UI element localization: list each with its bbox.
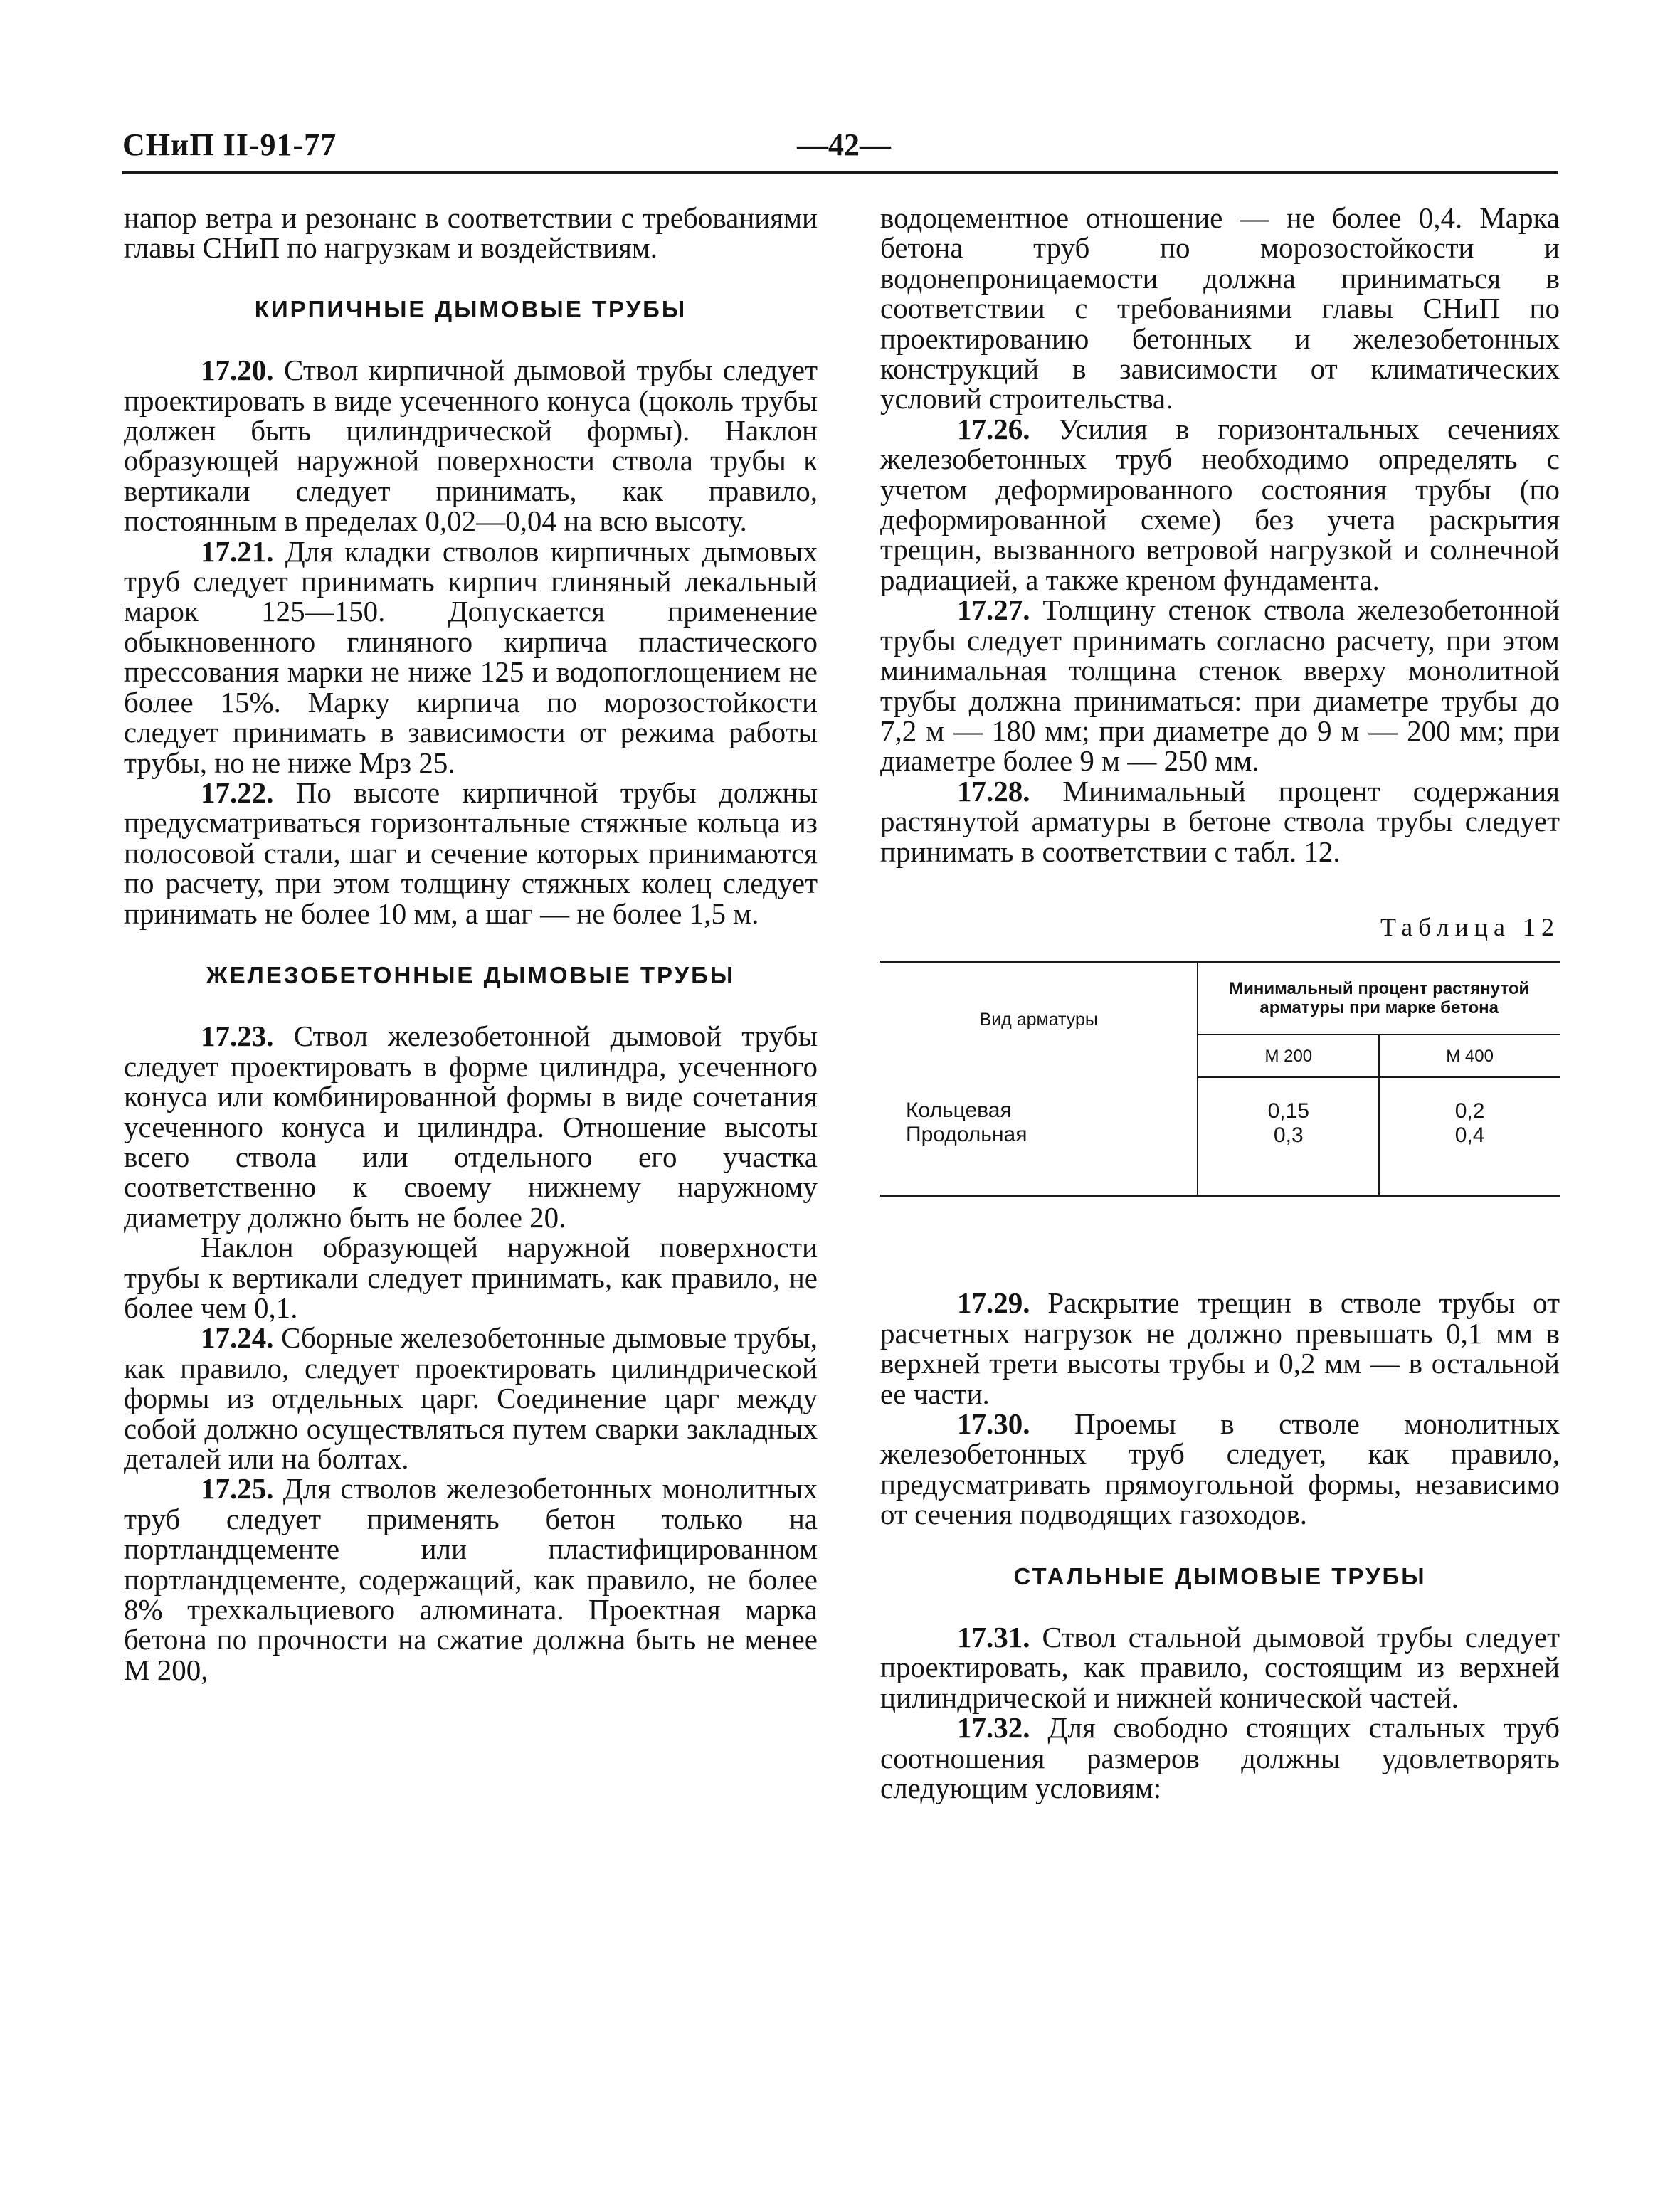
clause-text: Усилия в горизонтальных сечениях железобетонных труб необходимо определять с учетом деформированного состояния трубы (по деформированной схеме) без учета раскрытия трещин, вызванного ветровой нагрузкой и солнечной радиацией, а также креном фундамента. (880, 412, 1560, 596)
paragraph-continued: напор ветра и резонанс в соответствии с требованиями главы СНиП по нагрузкам и воздействиям. (124, 201, 818, 265)
clause-17-23 (124, 1021, 818, 1232)
paragraph-continued: водоцементное отношение — не более 0,4. Марка бетона труб по морозостойкости и водонепроницаемости должна приниматься в соответствии с требованиями главы СНиП по проектированию бетонных и железобетонных конструкций в зависимости от климатических условий строительства. (880, 201, 1560, 416)
right-column (880, 203, 1560, 1803)
table-header-min-percent: Минимальный процент растянутой арматуры при марке бетона (1198, 962, 1560, 1035)
clause-number: 17.24. (201, 1321, 274, 1355)
table-cell-m200 (1198, 1077, 1379, 1196)
clause-17-23-continued: Наклон образующей наружной поверхности трубы к вертикали следует принимать, как правило, не более чем 0,1. (124, 1231, 818, 1324)
clause-text: По высоте кирпичной трубы должны предусматриваться горизонтальные стяжные кольца из полосовой стали, шаг и сечение которых принимаются по расчету, при этом толщину стяжных колец следует принимать не более 10 мм, а шаг — не более 1,5 м. (124, 776, 818, 930)
table-caption: Таблица 12 (1380, 912, 1560, 941)
clause-number: 17.28. (957, 774, 1030, 808)
clause-number: 17.31. (957, 1621, 1030, 1654)
clause-text: Толщину стенок ствола железобетонной трубы следует принимать согласно расчету, при этом минимальная толщина стенок вверху монолитной трубы должна приниматься: при диаметре трубы до 7,2 м — 180 мм; при диаметре до 9 м — 200 мм; при диаметре более 9 м — 250 мм. (880, 593, 1560, 778)
clause-text: Для кладки стволов кирпичных дымовых труб следует принимать кирпич глиняный лекальный марок 125—150. Допускается применение обыкновенного глиняного кирпича пластического прессования марки не ниже 125 и водопоглощением не более 15%. Марку кирпича по морозостойкости следует принимать в зависимости от режима работы трубы, но не ниже Мрз 25. (124, 534, 818, 779)
table-header-m400: М 400 (1379, 1035, 1560, 1077)
clause-17-31 (880, 1622, 1560, 1713)
table-cell-m400 (1379, 1077, 1560, 1196)
table-header-m200: М 200 (1198, 1035, 1379, 1077)
section-heading-brick: КИРПИЧНЫЕ ДЫМОВЫЕ ТРУБЫ (254, 295, 687, 322)
clause-17-25 (124, 1474, 818, 1685)
table-row-ring: Кольцевая (906, 1099, 1012, 1123)
clause-text: Минимальный процент содержания растянутой арматуры в бетоне ствола трубы следует принимать в соответствии с табл. 12. (880, 774, 1560, 868)
clause-text: Раскрытие трещин в стволе трубы от расчетных нагрузок не должно превышать 0,1 мм в верхней трети высоты трубы и 0,2 мм — в остальной ее части. (880, 1286, 1560, 1410)
page-number: —42— (797, 127, 891, 162)
reinforcement-table (880, 961, 1560, 1197)
table-row-longitudinal: Продольная (906, 1123, 1027, 1147)
clause-17-32 (880, 1713, 1560, 1803)
clause-number: 17.20. (201, 354, 274, 387)
clause-text: Ствол стальной дымовой трубы следует проектировать, как правило, состоящим из верхней цилиндрической и нижней конической частей. (880, 1621, 1560, 1714)
section-heading-reinforced-concrete: ЖЕЛЕЗОБЕТОННЫЕ ДЫМОВЫЕ ТРУБЫ (206, 961, 736, 988)
clause-text: Ствол кирпичной дымовой трубы следует проектировать в виде усеченного конуса (цоколь трубы должен быть цилиндрической формы). Наклон образующей наружной поверхности ствола трубы к вертикали следует принимать, как правило, постоянным в пределах 0,02—0,04 на всю высоту. (124, 354, 818, 538)
clause-text: Проемы в стволе монолитных железобетонных труб следует, как правило, предусматривать прямоугольной формы, независимо от сечения подводящих газоходов. (880, 1407, 1560, 1531)
clause-number: 17.23. (201, 1020, 274, 1053)
clause-number: 17.25. (201, 1472, 274, 1506)
clause-number: 17.32. (957, 1711, 1030, 1745)
clause-17-20 (124, 355, 818, 536)
table-header-kind: Вид арматуры (880, 962, 1198, 1078)
table-value: 0,4 (1454, 1123, 1485, 1148)
clause-17-27 (880, 595, 1560, 776)
clause-text: Ствол железобетонной дымовой трубы следует проектировать в форме цилиндра, усеченного конуса или комбинированной формы в виде сочетания усеченного конуса и цилиндра. Отношение высоты всего ствола или отдельного его участка соответственно к своему нижнему наружному диаметру должно быть не более 20. (124, 1020, 818, 1234)
clause-17-21 (124, 536, 818, 778)
table-value: 0,15 (1267, 1099, 1309, 1123)
document-code: СНиП II-91-77 (122, 127, 337, 162)
clause-number: 17.27. (957, 593, 1030, 627)
clause-17-28 (880, 776, 1560, 867)
clause-text: Для стволов железобетонных монолитных труб следует применять бетон только на портландцементе или пластифицированном портландцементе, содержащий, как правило, не более 8% трехкальциевого алюмината. Проектная марка бетона по прочности на сжатие должна быть не менее М 200, (124, 1472, 818, 1686)
clause-17-26 (880, 414, 1560, 595)
clause-number: 17.26. (957, 412, 1030, 445)
clause-text: Для свободно стоящих стальных труб соотношения размеров должны удовлетворять следующим условиям: (880, 1711, 1560, 1805)
table-value: 0,2 (1454, 1099, 1485, 1123)
left-column (124, 203, 818, 1685)
clause-text: Сборные железобетонные дымовые трубы, как правило, следует проектировать цилиндрической формы из отдельных царг. Соединение царг между собой должно осуществляться путем сварки закладных деталей или на болтах. (124, 1321, 818, 1476)
table-cell-kind (880, 1077, 1198, 1196)
clause-17-30 (880, 1409, 1560, 1530)
clause-number: 17.30. (957, 1407, 1030, 1440)
clause-17-29 (880, 1288, 1560, 1409)
clause-17-24 (124, 1323, 818, 1474)
clause-17-22 (124, 778, 818, 929)
clause-number: 17.29. (957, 1286, 1030, 1320)
section-heading-steel: СТАЛЬНЫЕ ДЫМОВЫЕ ТРУБЫ (1013, 1562, 1427, 1589)
table-value: 0,3 (1273, 1123, 1304, 1148)
clause-number: 17.21. (201, 534, 274, 568)
header-rule (122, 171, 1558, 174)
clause-number: 17.22. (201, 776, 274, 809)
